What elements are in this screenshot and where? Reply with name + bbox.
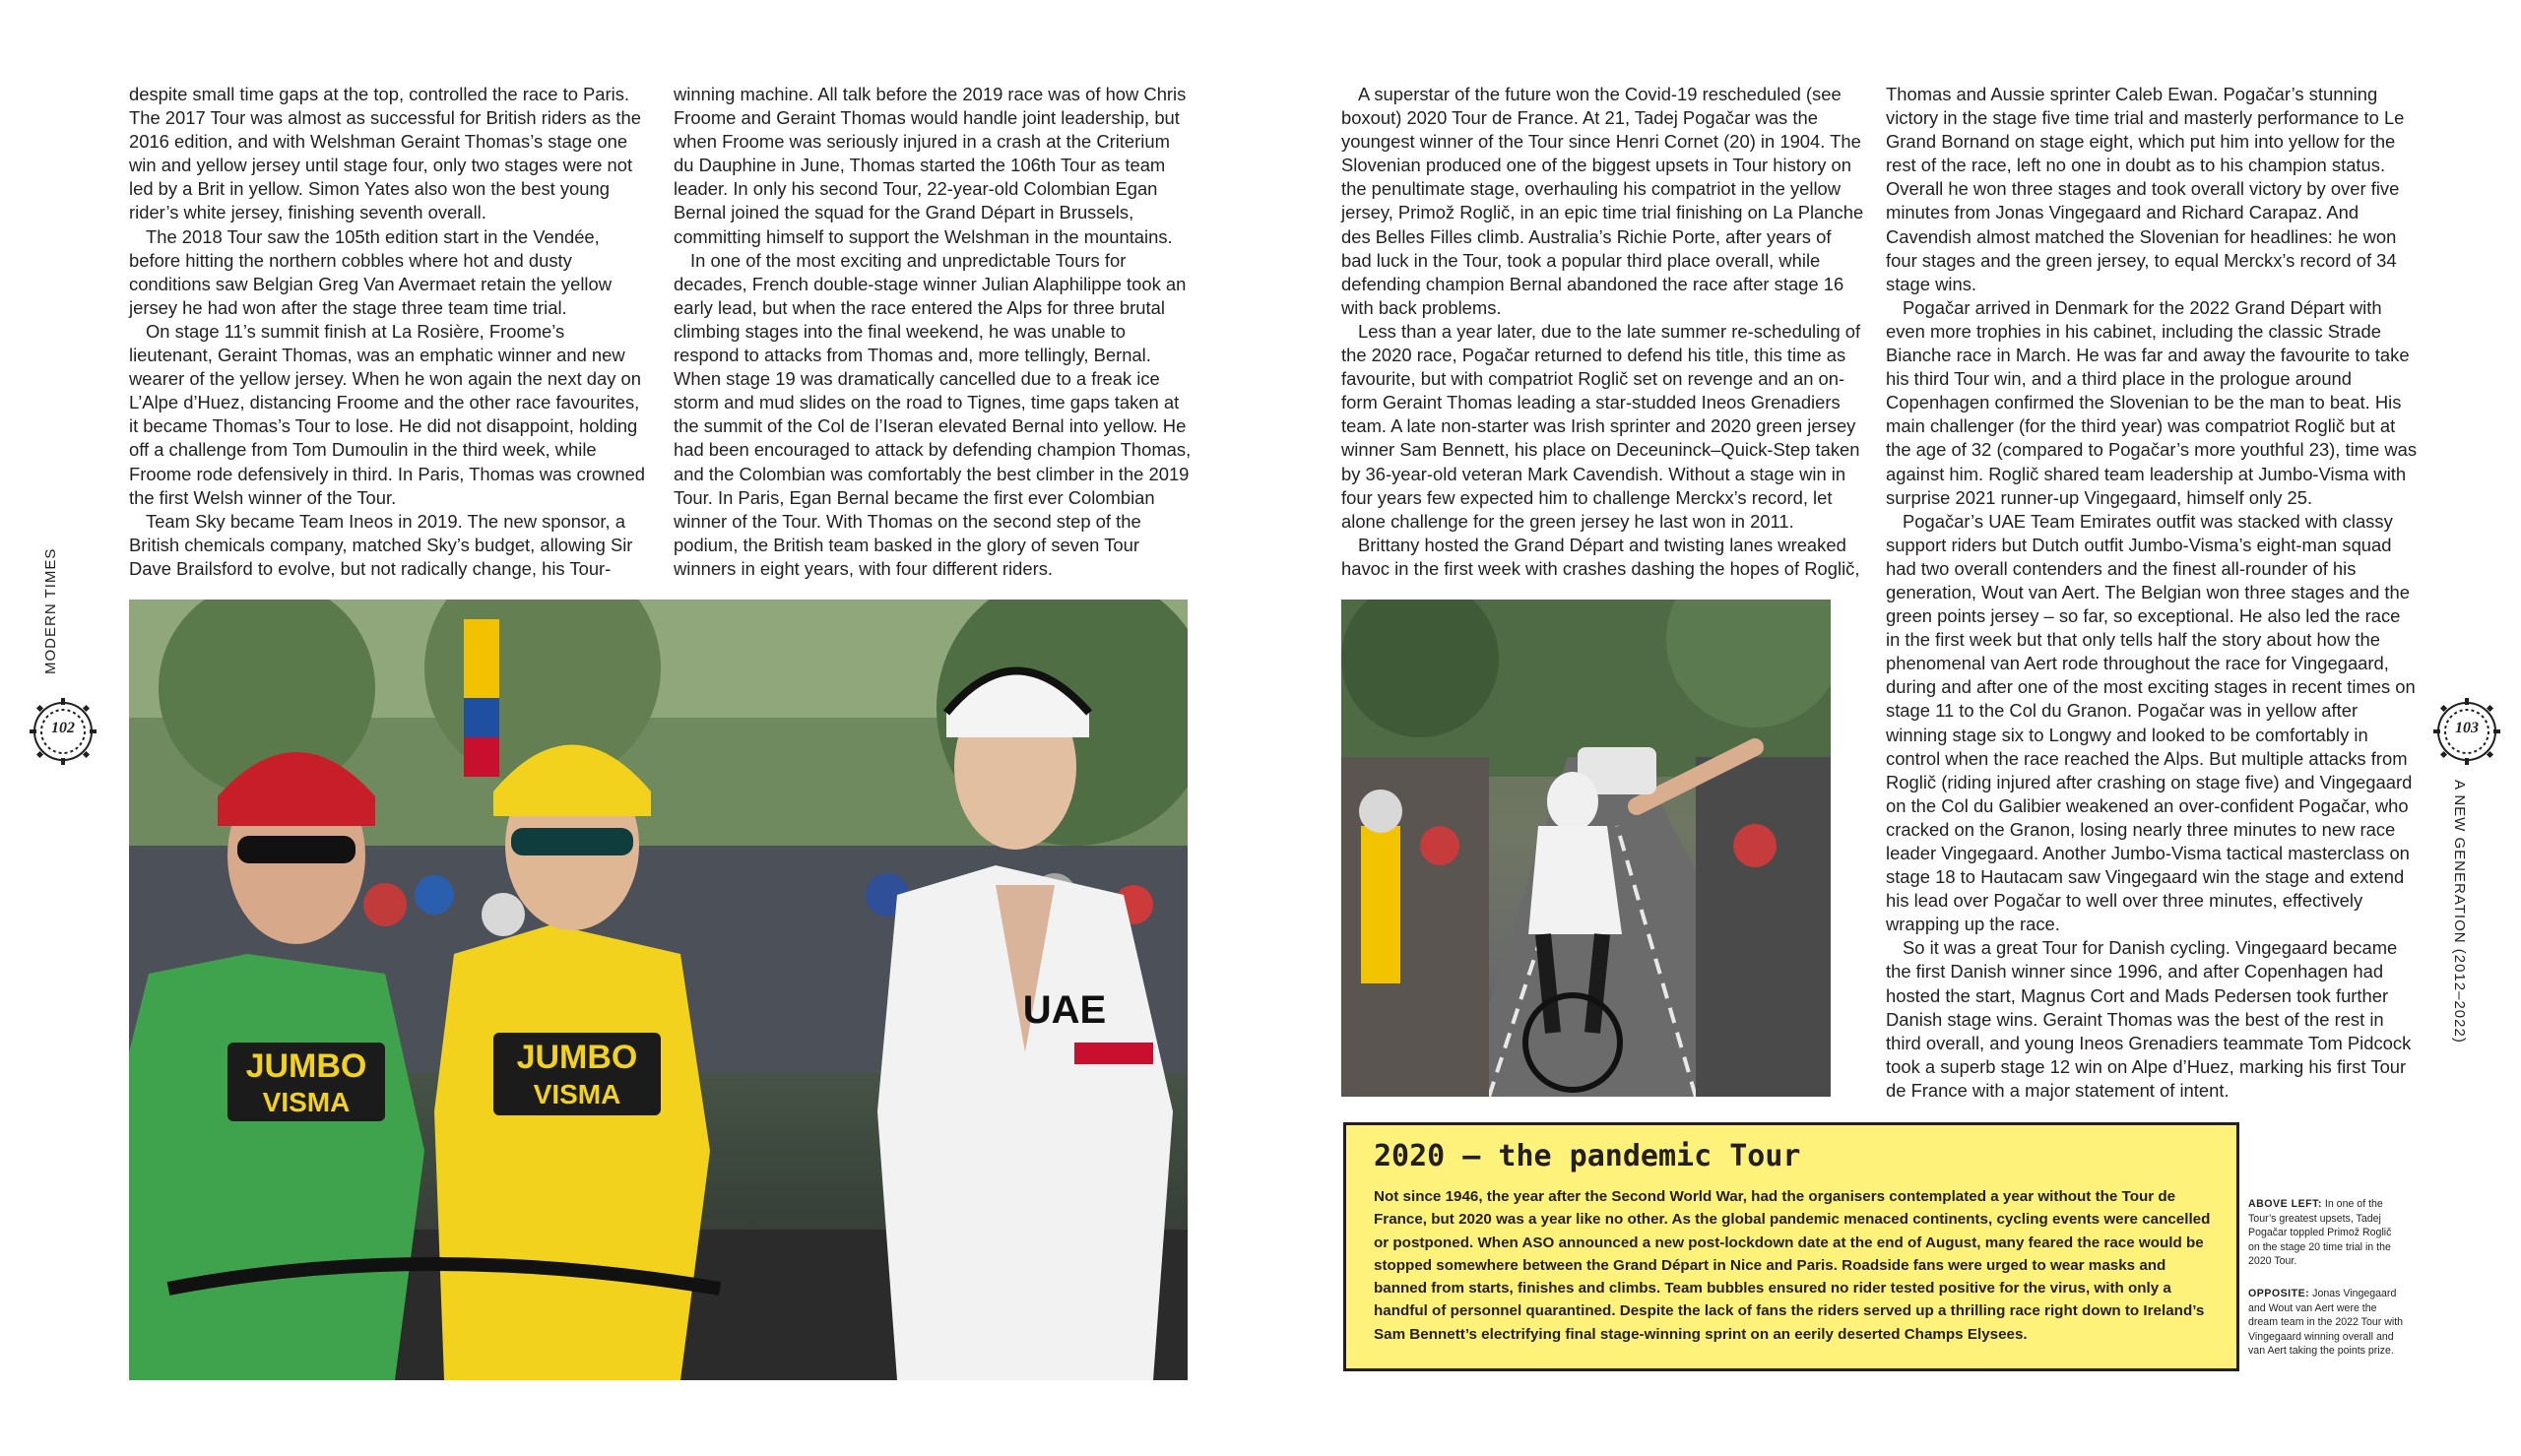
text-column-4	[1886, 83, 2418, 1103]
green-jersey-sponsor: JUMBO	[245, 1047, 367, 1085]
photo-caption	[2248, 1287, 2404, 1359]
paragraph: On stage 11’s summit finish at La Rosière, Froome’s lieutenant, Geraint Thomas, was an emphatic winner and new wearer of the yellow jersey. When he won again the next day on L’Alpe d’Huez, distancing Froome and the other race favourites, it became Thomas’s Tour to lose. He did not disappoint, holding off a challenge from Tom Dumoulin in the third week, while Froome rode defensively in third. In Paris, Thomas was crowned the first Welsh winner of the Tour.	[129, 320, 646, 508]
paragraph: So it was a great Tour for Danish cycling. Vingegaard became the first Danish winner since 1996, and after Copenhagen had hosted the start, Magnus Cort and Mads Pedersen took further Danish stage wins. Geraint Thomas was the best of the rest in third overall, and young Ineos Grenadiers teammate Tom Pidcock took a superb stage 12 win on Alpe d’Huez, marking his first Tour de France with a major statement of intent.	[1886, 937, 2412, 1101]
page-number: 103	[2455, 720, 2479, 736]
yellow-jersey-sponsor: JUMBO	[516, 1039, 638, 1076]
paragraph: Pogačar arrived in Denmark for the 2022 Grand Départ with even more trophies in his cabinet, including the classic Strade Bianche race in March. He was far and away the favourite to take his third Tour win, and a third place in the prologue around Copenhagen confirmed the Slovenian to be the man to beat. His main challenger (for the third year) was compatriot Roglič but at the age of 32 (compared to Pogačar’s more youthful 23), time was against him. Roglič shared team leadership at Jumbo-Visma with surprise 2021 runner-up Vingegaard, himself only 25.	[1886, 296, 2418, 508]
paragraph: A superstar of the future won the Covid-19 rescheduled (see boxout) 2020 Tour de France. At 21, Tadej Pogačar was the youngest winner of the Tour since Henri Cornet (20) in 1904. The Slovenian produced one of the biggest upsets in Tour history on the penultimate stage, overhauling his compatriot in the yellow jersey, Primož Roglič, in an epic time trial finishing on La Planche des Belles Filles climb. Australia’s Richie Porte, after years of bad luck in the Tour, took a popular third place overall, while defending champion Bernal abandoned the race after stage 16 with back problems.	[1341, 84, 1864, 318]
paragraph: In one of the most exciting and unpredictable Tours for decades, French double-stage winner Julian Alaphilippe took an early lead, but when the race entered the Alps for three brutal climbing stages into the final weekend, he was unable to respond to attacks from Thomas and, more tellingly, Bernal. When stage 19 was dramatically cancelled due to a freak ice storm and mud slides on the road to Tignes, time gaps taken at the summit of the Col de l’Iseran elevated Bernal into yellow. He had been encouraged to attack by defending champion Thomas, and the Colombian was comfortably the best climber in the 2019 Tour. In Paris, Egan Bernal became the first ever Colombian winner of the Tour. With Thomas on the second step of the podium, the British team basked in the glory of seven Tour winners in eight years, with four different riders.	[674, 249, 1192, 579]
paragraph: Team Sky became Team Ineos in 2019. The new sponsor, a British chemicals company, matched Sky’s budget, allowing Sir Dave Brailsford to evolve, but not radically change, his Tour-	[129, 510, 633, 579]
text-column-1	[129, 83, 649, 581]
section-running-head: MODERN TIMES	[42, 547, 59, 674]
green-jersey-sponsor-sub: VISMA	[262, 1087, 351, 1117]
section-running-head: A NEW GENERATION (2012–2022)	[2451, 780, 2468, 1044]
boxout-title: 2020 – the pandemic Tour	[1374, 1139, 1801, 1173]
photo-time-trial-climb	[1341, 600, 1831, 1097]
boxout-body: Not since 1946, the year after the Second World War, had the organisers contemplated a year without the Tour de France, but 2020 was a year like no other. As the global pandemic menaced continents, cycling events were cancelled or postponed. When ASO announced a new post-lockdown date at the end of August, many feared the race would be stopped somewhere between the Grand Départ in Nice and Paris. Roadside fans were urged to wear masks and banned from starts, finishes and climbs. Team bubbles ensured no rider tested positive for the virus, with only a handful of personnel quarantined. Despite the lack of fans the riders served up a thrilling race right down to Ireland’s Sam Bennett’s electrifying final stage-winning sprint on an eerily deserted Champs Elysees.	[1374, 1188, 2211, 1343]
paragraph: Thomas and Aussie sprinter Caleb Ewan. Pogačar’s stunning victory in the stage five time trial and masterly performance to Le Grand Bornand on stage eight, which put him into yellow for the rest of the race, left no one in doubt as to his champion status. Overall he won three stages and took overall victory by over five minutes from Jonas Vingegaard and Richard Carapaz. And Cavendish almost matched the Slovenian for headlines: he won four stages and the green jersey, to equal Merckx’s record of 34 stage wins.	[1886, 84, 2405, 294]
text-column-3	[1341, 83, 1865, 581]
paragraph: Brittany hosted the Grand Départ and twisting lanes wreaked havoc in the first week with crashes dashing the hopes of Roglič,	[1341, 534, 1860, 579]
page-number-badge	[28, 696, 98, 767]
text-column-2	[674, 83, 1192, 581]
paragraph: Less than a year later, due to the late summer re-scheduling of the 2020 race, Pogačar returned to defend his title, this time as favourite, but with compatriot Roglič set on revenge and an on-form Geraint Thomas leading a star-studded Ineos Grenadiers team. A late non-starter was Irish sprinter and 2020 green jersey winner Sam Bennett, his place on Deceuninck–Quick-Step taken by 36-year-old veteran Mark Cavendish. Without a stage win in four years few expected him to challenge Merckx’s record, let alone challenge for the green jersey he last won in 2011.	[1341, 320, 1861, 532]
caption-lead: ABOVE LEFT:	[2248, 1198, 2322, 1210]
paragraph: The 2018 Tour saw the 105th edition start in the Vendée, before hitting the northern cobbles where hot and dusty conditions saw Belgian Greg Van Avermaet retain the yellow jersey he had won after the stage three team time trial.	[129, 225, 613, 318]
paragraph: winning machine. All talk before the 2019 race was of how Chris Froome and Geraint Thomas would handle joint leadership, but when Froome was seriously injured in a crash at the Criterium du Dauphine in June, Thomas started the 106th Tour as team leader. In only his second Tour, 22-year-old Colombian Egan Bernal joined the squad for the Grand Départ in Brussels, committing himself to support the Welshman in the mountains.	[674, 84, 1187, 247]
caption-text: In one of the Tour’s greatest upsets, Tadej Pogačar toppled Primož Roglič on the stage 20 time trial in the 2020 Tour.	[2248, 1198, 2392, 1268]
paragraph: despite small time gaps at the top, controlled the race to Paris. The 2017 Tour was almost as successful for British riders as the 2016 edition, and with Welshman Geraint Thomas’s stage one win and yellow jersey until stage four, only two stages were not led by a Brit in yellow. Simon Yates also won the best young rider’s white jersey, finishing seventh overall.	[129, 84, 641, 223]
caption-text: Jonas Vingegaard and Wout van Aert were the dream team in the 2022 Tour with Vingegaard winning overall and van Aert taking the points prize.	[2248, 1288, 2404, 1358]
white-jersey-sponsor: UAE	[1022, 988, 1107, 1032]
page-number-badge	[2431, 696, 2502, 767]
boxout-panel	[1343, 1122, 2239, 1371]
page-number: 102	[51, 720, 75, 736]
yellow-jersey-sponsor-sub: VISMA	[533, 1079, 621, 1109]
caption-lead: OPPOSITE:	[2248, 1288, 2310, 1299]
photo-caption	[2248, 1197, 2404, 1269]
paragraph: Pogačar’s UAE Team Emirates outfit was stacked with classy support riders but Dutch outfit Jumbo-Visma’s eight-man squad had two overall contenders and the finest all-rounder of his generation, Wout van Aert. The Belgian won three stages and the green points jersey – so far, so exceptional. He also led the race in the first week but that only tells half the story about how the phenomenal van Aert rode throughout the race for Vingegaard, during and after one of the most exciting stages in recent times on stage 11 to the Col du Granon. Pogačar was in yellow after winning stage six to Longwy and looked to be comfortably in control when the race reached the Alps. But multiple attacks from Roglič (riding injured after crashing on stage five) and Vingegaard on the Col du Galibier weakened an over-confident Pogačar, who cracked on the Granon, losing nearly three minutes to new race leader Vingegaard. Another Jumbo-Visma tactical masterclass on stage 18 to Hautacam saw Vingegaard win the stage and extend his lead over Pogačar to well over three minutes, effectively wrapping up the race.	[1886, 510, 2416, 935]
photo-riders-at-start	[129, 600, 1188, 1380]
